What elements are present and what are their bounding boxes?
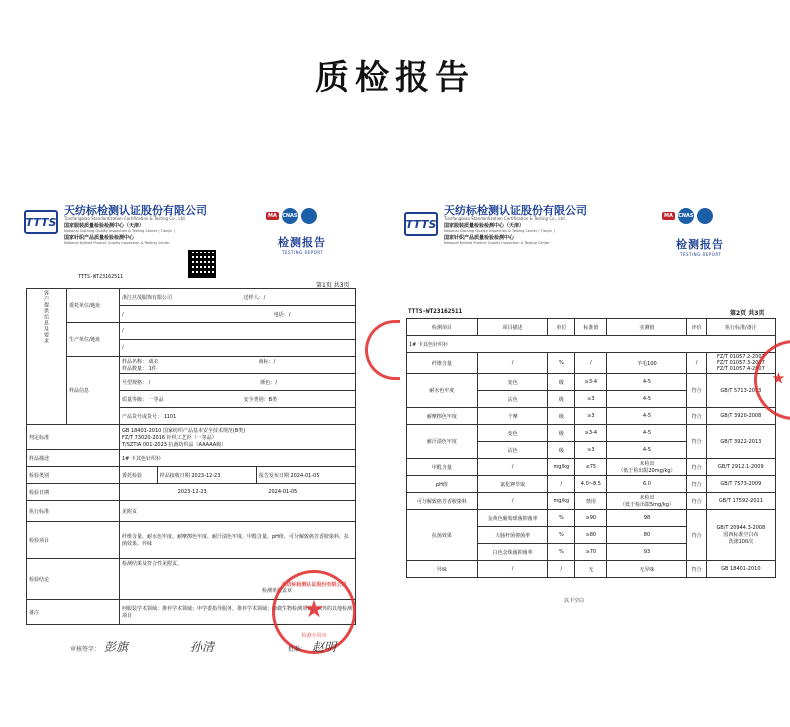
result-cell: GB/T 20944.3-2008 国西标准空白布 洗涤100次	[706, 510, 775, 561]
result-cell: /	[477, 493, 548, 510]
result-cell: mg/kg	[548, 493, 575, 510]
result-row	[407, 374, 776, 391]
result-cell: 级	[548, 408, 575, 425]
header-cell: 执行标准/备注	[706, 319, 775, 336]
result-cell: /	[575, 353, 607, 374]
result-row	[407, 493, 776, 510]
ilac-mark-icon-2	[697, 208, 713, 224]
end-text: 以下空白	[564, 598, 585, 604]
sample-status-label: 样品描述	[27, 450, 120, 467]
result-cell: 纤维含量	[407, 353, 478, 374]
recv-cell: 样品接收日期 2023-12-23	[157, 467, 256, 484]
result-cell: /	[548, 561, 575, 578]
report-title-en: TESTING REPORT	[282, 250, 324, 255]
result-row	[407, 561, 776, 578]
result-cell: ≥3	[575, 391, 607, 408]
result-cell: 4-5	[607, 374, 687, 391]
result-cell: 耐汗渍色牢度	[407, 425, 478, 459]
result-cell: 4-5	[607, 425, 687, 442]
result-cell: 级	[548, 425, 575, 442]
result-cell: 无异味	[607, 561, 687, 578]
client-value: 浙江莒茂服饰有限公司 送样人：/	[120, 289, 356, 306]
stamp-text: 天纺标检测认证股份有限公司	[281, 582, 347, 588]
result-cell: 级	[548, 391, 575, 408]
sig3-label: 批准：	[288, 646, 307, 653]
ilac-mark-icon	[301, 208, 317, 224]
qr-code-icon	[188, 250, 216, 278]
report-title-cn-2: 检测报告	[676, 238, 724, 251]
center1-en-2: National Clothing Quality Inspection & Testing Center ( Tianjin )	[444, 229, 555, 233]
ttts-logo: TTTS	[24, 210, 58, 234]
result-cell: 未检出 （低于检出限5mg/kg）	[607, 493, 687, 510]
center2-en-2: National Knitted Product Quality Inspection & Testing Center	[444, 241, 550, 245]
result-cell: 符合	[687, 459, 706, 476]
report-page-2	[400, 200, 786, 620]
sample-name-row: 样品名称： 成衣 商标：/ 样品数量： 1件	[120, 357, 356, 374]
result-cell: ≥90	[575, 510, 607, 527]
side-stamp	[365, 320, 405, 380]
report-number: TTTS-WT23162511	[78, 274, 124, 280]
center1-cn-2: 国家服装质量检验检测中心（天津）	[444, 223, 525, 229]
result-table-header	[407, 319, 776, 336]
result-cell: 4.0~8.5	[575, 476, 607, 493]
result-table	[406, 318, 776, 578]
sig1-label: 审核签字：	[70, 646, 101, 653]
report-page-1	[20, 200, 390, 670]
result-row	[407, 408, 776, 425]
ttts-logo-2: TTTS	[404, 212, 438, 236]
cnas-mark-icon-2: CNAS	[678, 208, 694, 224]
page-title: 质检报告	[315, 58, 475, 98]
result-cell: GB/T 5713-2013	[706, 374, 775, 408]
result-cell: GB 18401-2010	[706, 561, 775, 578]
sample-row: 1# 卡其色针织衫	[407, 336, 776, 353]
result-cell: ≥70	[575, 544, 607, 561]
result-row	[407, 459, 776, 476]
cnas-mark-icon: CNAS	[282, 208, 298, 224]
result-cell: %	[548, 544, 575, 561]
result-cell: 80	[607, 527, 687, 544]
grade-row: 质量等级： 一等品 安全类别：B类	[120, 391, 356, 408]
note-value: 何服装学术领域：推荐学术领域；申学委指导服务，推荐学术领域；除微生物检测项目，以外的其他检测项目	[120, 600, 356, 625]
center1-cn: 国家服装质量检验检测中心（天津）	[64, 223, 145, 229]
lab-name-en-2: Tianfangbiao Standardization Certification & Testing Co., Ltd.	[444, 216, 566, 221]
star-icon: ★	[303, 595, 325, 624]
result-cell: 干摩	[477, 408, 548, 425]
result-cell: 变色	[477, 425, 548, 442]
sample-info-label: 样品信息	[67, 357, 120, 425]
std-label: 判定标准	[27, 425, 120, 450]
cma-mark-icon: MA	[268, 213, 277, 219]
page-number: 第1页 共3页	[316, 282, 350, 289]
header-cell: 检测项目	[407, 319, 478, 336]
result-cell: mg/kg	[548, 459, 575, 476]
result-cell: 无	[575, 561, 607, 578]
result-cell: 白色念珠菌抑菌率	[477, 544, 548, 561]
note-label: 备注	[27, 600, 120, 625]
accreditation-marks	[266, 208, 317, 224]
date-value: 2023-12-23 2024-01-05	[120, 484, 356, 501]
result-cell: pH值	[407, 476, 478, 493]
result-cell: %	[548, 353, 575, 374]
exec-label: 执行标准	[27, 501, 120, 522]
result-cell: 符合	[687, 425, 706, 459]
result-cell: GB/T 17592-2011	[706, 493, 775, 510]
result-cell: ≥3	[575, 408, 607, 425]
result-cell: 6.0	[607, 476, 687, 493]
header-cell: 标准值	[575, 319, 607, 336]
conclusion-label: 检验结论	[27, 559, 120, 600]
result-cell: 符合	[687, 476, 706, 493]
result-cell: 级	[548, 374, 575, 391]
result-cell: %	[548, 510, 575, 527]
result-cell: 4-5	[607, 408, 687, 425]
header-cell: 项目描述	[477, 319, 548, 336]
result-cell: 耐水色牢度	[407, 374, 478, 408]
report-title-cn: 检测报告	[278, 236, 326, 249]
side-label: 客户提供信息及要求	[27, 289, 67, 425]
result-cell: 98	[607, 510, 687, 527]
client-label: 委托单位/地址	[67, 289, 120, 323]
result-cell: /	[477, 353, 548, 374]
result-cell: 耐摩擦色牢度	[407, 408, 478, 425]
cma-mark-icon-2: MA	[664, 213, 673, 219]
date-label: 检验日期	[27, 484, 120, 501]
result-cell: 羊毛100	[607, 353, 687, 374]
result-cell: /	[687, 353, 706, 374]
result-row	[407, 476, 776, 493]
std-value: GB 18401-2010 国家纺织产品基本安全技术规范(B类) FZ/T 73020-2016 针织工艺衫（一等品） T/SZTIA 001-2023 抗菌纺织品（AAAAA级）	[120, 425, 356, 450]
result-cell: GB/T 3922-2013	[706, 425, 775, 459]
issue-cell: 报告发布日期 2024-01-05	[256, 467, 355, 484]
lab-name-en: Tianfangbiao Standardization Certification & Testing Co., Ltd.	[64, 216, 186, 221]
center1-en: National Clothing Quality Inspection & Testing Center ( Tianjin )	[64, 229, 175, 233]
result-cell: 沾色	[477, 391, 548, 408]
result-cell: 93	[607, 544, 687, 561]
items-value: 纤维含量、耐水色牢度、耐摩擦色牢度、耐汗渍色牢度、甲醛含量、pH值、可分解致癌芳香胺染料、抗菌效果、异味	[120, 522, 356, 559]
result-cell: 异味	[407, 561, 478, 578]
result-row	[407, 510, 776, 527]
result-cell: FZ/T 01057.2-2007 FZ/T 01057.3-2007 FZ/T 01057.4-2007	[706, 353, 775, 374]
header-cell: 评价	[687, 319, 706, 336]
signature-2: 孙清	[190, 640, 215, 654]
result-cell: /	[548, 476, 575, 493]
lab-name: 天纺标检测认证股份有限公司	[64, 204, 207, 217]
sample-status-value: 1# 卡其色针织衫	[120, 450, 356, 467]
type-label: 检验类别	[27, 467, 120, 484]
result-cell: 金黄色葡萄球菌抑菌率	[477, 510, 548, 527]
result-cell: 4-5	[607, 442, 687, 459]
exec-value: 见附页	[120, 501, 356, 522]
lab-name-2: 天纺标检测认证股份有限公司	[444, 204, 587, 217]
result-cell: 抗菌效果	[407, 510, 478, 561]
signature-3: 赵明	[312, 640, 337, 654]
producer-addr: /	[120, 340, 356, 357]
result-cell: ≥80	[575, 527, 607, 544]
header-cell: 单位	[548, 319, 575, 336]
result-cell: /	[477, 459, 548, 476]
result-cell: 大肠杆菌抑菌率	[477, 527, 548, 544]
result-row	[407, 425, 776, 442]
result-cell: 沾色	[477, 442, 548, 459]
accreditation-marks-2	[662, 208, 713, 224]
result-cell: 符合	[687, 493, 706, 510]
result-cell: 符合	[687, 374, 706, 408]
conclusion-value: 检测结果及符合性见附页。 检测单位盖章	[120, 559, 356, 600]
producer-label: 生产单位/地址	[67, 323, 120, 357]
result-cell: GB/T 3920-2008	[706, 408, 775, 425]
result-cell: ≥3-4	[575, 425, 607, 442]
batch-row: 产品货号或货号： 1101	[120, 408, 356, 425]
items-label: 检验项目	[27, 522, 120, 559]
result-cell: 未检出 （低于检出限20mg/kg）	[607, 459, 687, 476]
header-cell: 实测值	[607, 319, 687, 336]
result-cell: 甲醛含量	[407, 459, 478, 476]
result-cell: ≤75	[575, 459, 607, 476]
type-value: 委托检验	[120, 467, 158, 484]
center2-cn: 国家针织产品质量检验检测中心	[64, 235, 135, 241]
stamp-bottom: 检测专用章	[301, 633, 327, 639]
report-number-2: TTTS-WT23162511	[408, 308, 463, 315]
result-cell: 变色	[477, 374, 548, 391]
center2-en: National Knitted Product Quality Inspection & Testing Center	[64, 241, 170, 245]
signature-1: 彭旗	[104, 640, 129, 654]
center2-cn-2: 国家针织产品质量检验检测中心	[444, 235, 515, 241]
producer-value: /	[120, 323, 356, 340]
result-cell: GB/T 7573-2009	[706, 476, 775, 493]
result-cell: ≥3-4	[575, 374, 607, 391]
result-cell: 禁用	[575, 493, 607, 510]
star-icon-2: ★	[771, 368, 786, 388]
result-cell: GB/T 2912.1-2009	[706, 459, 775, 476]
client-addr: / 电话：/	[120, 306, 356, 323]
result-cell: 符合	[687, 561, 706, 578]
result-cell: %	[548, 527, 575, 544]
result-cell: /	[477, 561, 548, 578]
result-cell: 级	[548, 442, 575, 459]
report-title-en-2: TESTING REPORT	[680, 252, 722, 257]
result-cell: 符合	[687, 408, 706, 425]
model-row: 号型规格： / 颜色：/	[120, 374, 356, 391]
result-cell: 氯化钾萃取	[477, 476, 548, 493]
result-cell: 4-5	[607, 391, 687, 408]
page-number-2: 第2页 共3页	[730, 310, 765, 317]
result-cell: 可分解致癌芳香胺染料	[407, 493, 478, 510]
result-cell: 符合	[687, 510, 706, 561]
result-cell: ≥3	[575, 442, 607, 459]
result-row	[407, 353, 776, 374]
